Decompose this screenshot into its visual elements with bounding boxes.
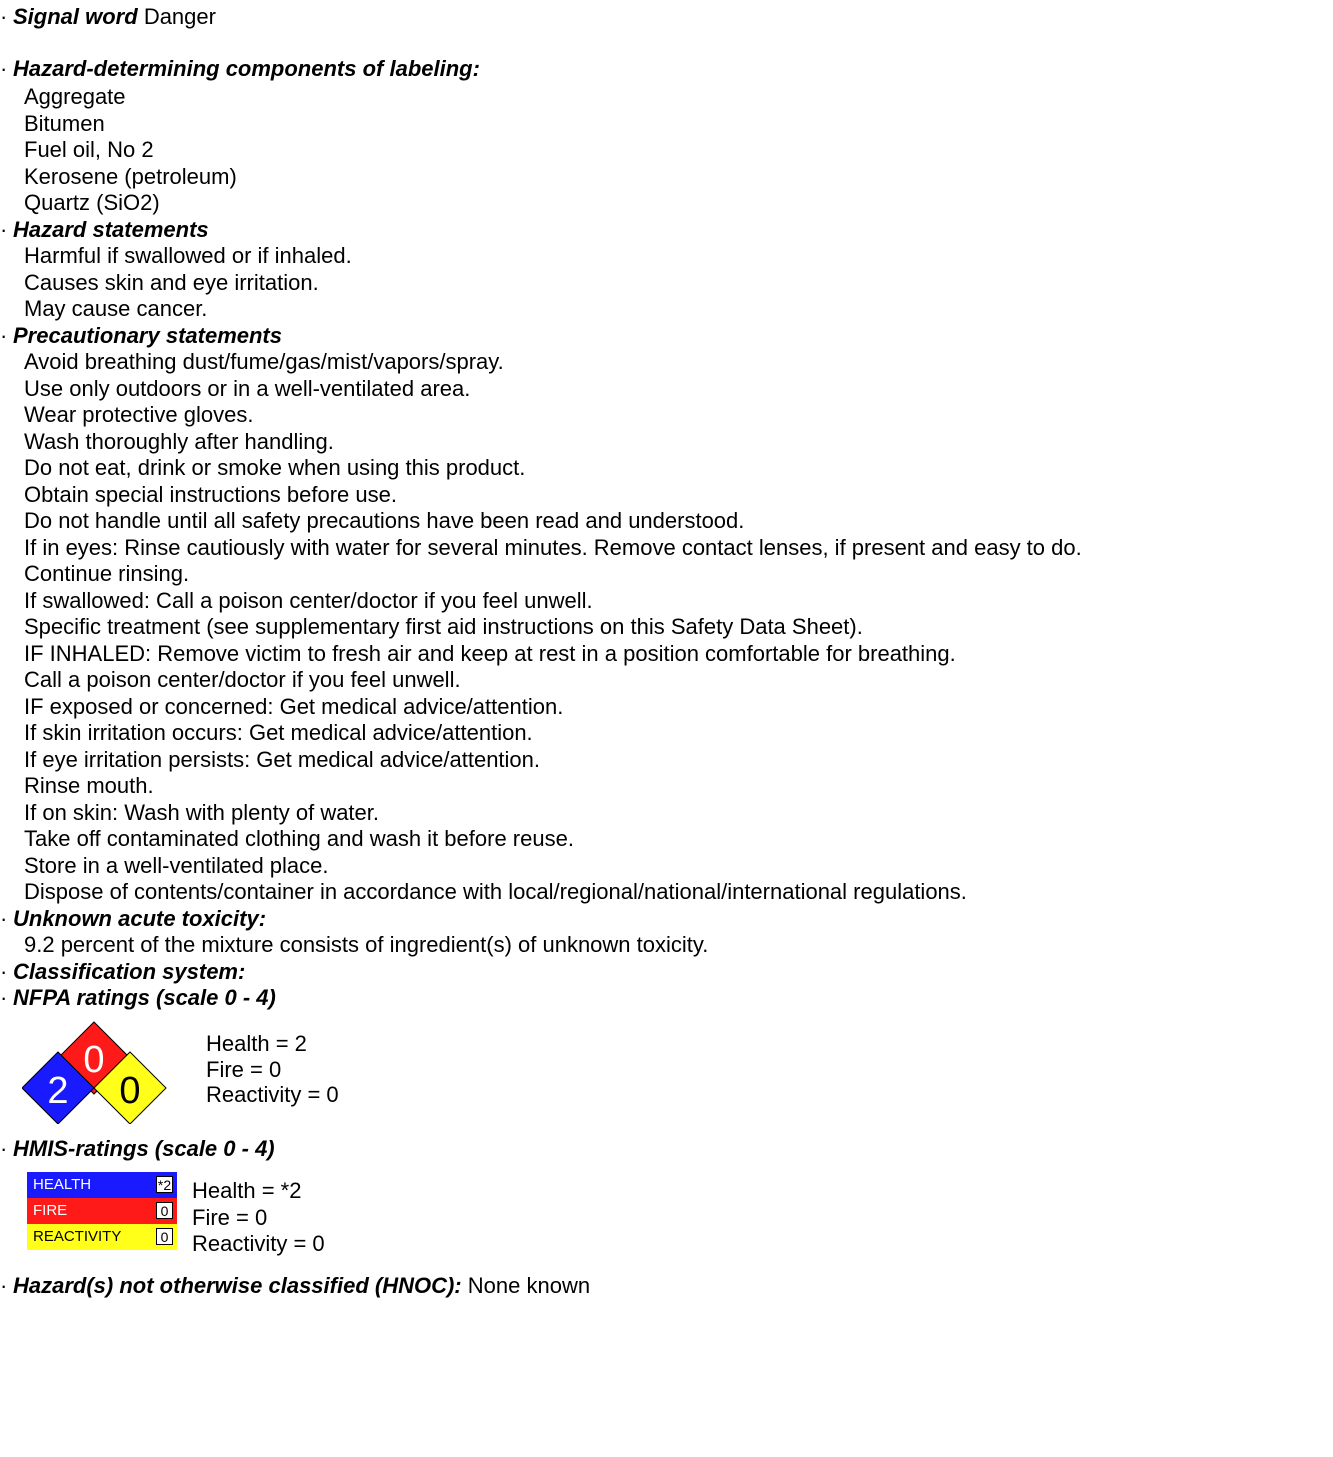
bullet: · [0, 56, 8, 81]
nfpa-health-value: 2 [47, 1070, 69, 1112]
precaution-item: IF exposed or concerned: Get medical advice/attention. [24, 694, 564, 719]
precaution-item: Specific treatment (see supplementary first aid instructions on this Safety Data Sheet). [24, 614, 863, 639]
precaution-item: Do not eat, drink or smoke when using this product. [24, 455, 526, 480]
bullet: · [0, 906, 8, 931]
hmis-heading-line [0, 1136, 275, 1163]
component-item: Quartz (SiO2) [24, 190, 160, 215]
precaution-item: Dispose of contents/container in accordance with local/regional/national/international regulations. [24, 879, 967, 904]
nfpa-legend [206, 1031, 339, 1108]
classification-heading-line [0, 959, 245, 986]
nfpa-diamond [22, 1020, 172, 1124]
precautionary-heading-line [0, 323, 282, 350]
bullet: · [0, 959, 8, 984]
hazard-statements-heading-line [0, 217, 209, 244]
hmis-heading: HMIS-ratings (scale 0 - 4) [13, 1136, 275, 1161]
hazard-statement: Harmful if swallowed or if inhaled. [24, 243, 352, 268]
hmis-legend [192, 1178, 325, 1258]
precaution-item: If eye irritation persists: Get medical advice/attention. [24, 747, 541, 772]
hazard-components-heading: Hazard-determining components of labeling: [13, 56, 480, 81]
nfpa-heading-line [0, 985, 276, 1012]
precaution-item: Wash thoroughly after handling. [24, 429, 334, 454]
hazard-statement: May cause cancer. [24, 296, 208, 321]
component-item: Bitumen [24, 111, 105, 136]
precaution-item: IF INHALED: Remove victim to fresh air and keep at rest in a position comfortable for breathing. [24, 641, 956, 666]
hmis-health-row [27, 1172, 177, 1198]
signal-word-line [0, 4, 216, 31]
component-item: Fuel oil, No 2 [24, 137, 154, 162]
hmis-health-value: *2 [157, 1177, 172, 1193]
hnoc-line [0, 1273, 590, 1300]
precaution-item: If swallowed: Call a poison center/doctor if you feel unwell. [24, 588, 593, 613]
precaution-item: Take off contaminated clothing and wash it before reuse. [24, 826, 574, 851]
precaution-item: Call a poison center/doctor if you feel unwell. [24, 667, 461, 692]
nfpa-legend-health: Health = 2 [206, 1031, 307, 1056]
classification-heading: Classification system: [13, 959, 246, 984]
bullet: · [0, 323, 8, 348]
hmis-legend-health: Health = *2 [192, 1178, 302, 1203]
component-item: Kerosene (petroleum) [24, 164, 237, 189]
unknown-toxicity-heading-line [0, 906, 266, 933]
precaution-item: If on skin: Wash with plenty of water. [24, 800, 380, 825]
precaution-item: Do not handle until all safety precautions have been read and understood. [24, 508, 745, 533]
precaution-item: Obtain special instructions before use. [24, 482, 397, 507]
signal-word-value: Danger [143, 4, 216, 29]
nfpa-reactivity-value: 0 [119, 1070, 141, 1112]
hmis-health-label: HEALTH [33, 1176, 92, 1193]
unknown-toxicity-heading: Unknown acute toxicity: [13, 906, 267, 931]
hmis-fire-label: FIRE [33, 1202, 68, 1219]
precaution-item: If in eyes: Rinse cautiously with water for several minutes. Remove contact lenses, if present and easy to do. [24, 535, 1082, 560]
unknown-toxicity-text: 9.2 percent of the mixture consists of ingredient(s) of unknown toxicity. [24, 932, 709, 957]
hmis-legend-reactivity: Reactivity = 0 [192, 1231, 325, 1256]
nfpa-diamond-graphic [22, 1020, 172, 1124]
precaution-item: Wear protective gloves. [24, 402, 254, 427]
precaution-item: Use only outdoors or in a well-ventilated area. [24, 376, 471, 401]
hmis-legend-fire: Fire = 0 [192, 1204, 268, 1230]
hazard-statements-heading: Hazard statements [13, 217, 209, 242]
nfpa-heading: NFPA ratings (scale 0 - 4) [13, 985, 276, 1010]
precaution-item: Avoid breathing dust/fume/gas/mist/vapors/spray. [24, 349, 504, 374]
hnoc-heading: Hazard(s) not otherwise classified (HNOC): [13, 1273, 462, 1298]
precaution-item: Store in a well-ventilated place. [24, 853, 329, 878]
hmis-reactivity-label: REACTIVITY [33, 1228, 122, 1245]
bullet: · [0, 1136, 8, 1161]
component-item: Aggregate [24, 84, 126, 109]
hnoc-value: None known [467, 1273, 591, 1298]
bullet: · [0, 217, 8, 242]
bullet: · [0, 1273, 8, 1298]
nfpa-fire-value: 0 [83, 1039, 105, 1081]
bullet: · [0, 4, 8, 29]
hmis-reactivity-row [27, 1224, 177, 1250]
hmis-fire-value: 0 [156, 1202, 173, 1219]
precautionary-heading: Precautionary statements [13, 323, 282, 348]
hmis-label [27, 1172, 177, 1250]
hmis-fire-row [27, 1198, 177, 1224]
hmis-reactivity-value: 0 [156, 1228, 173, 1245]
precaution-item: If skin irritation occurs: Get medical advice/attention. [24, 720, 533, 745]
hazard-statement: Causes skin and eye irritation. [24, 270, 319, 295]
nfpa-legend-reactivity: Reactivity = 0 [206, 1082, 339, 1107]
nfpa-legend-fire: Fire = 0 [206, 1056, 282, 1082]
precaution-item: Continue rinsing. [24, 561, 190, 586]
bullet: · [0, 985, 8, 1010]
hazard-components-heading-line [0, 56, 480, 83]
signal-word-heading: Signal word [13, 4, 138, 29]
precaution-item: Rinse mouth. [24, 773, 154, 798]
